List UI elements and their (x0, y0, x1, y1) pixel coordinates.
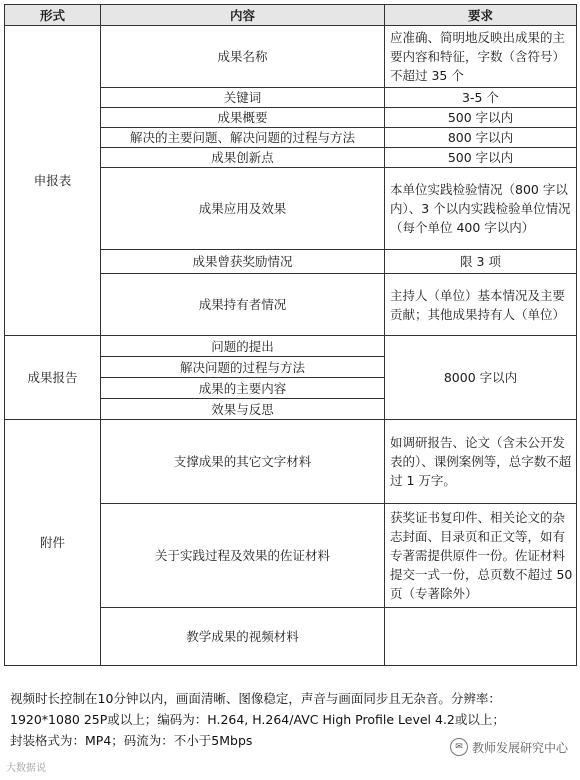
watermark-left: 大数据说 (6, 763, 46, 774)
content-cell: 效果与反思 (101, 399, 385, 420)
requirement-cell: 如调研报告、论文（含未公开发表的）、课例案例等，总字数不超过 1 万字。 (385, 420, 577, 504)
note-line: 封装格式为：MP4；码流为：不小于5Mbps (10, 733, 253, 748)
requirement-cell: 3-5 个 (385, 88, 577, 108)
content-cell: 成果创新点 (101, 148, 385, 168)
requirement-cell: 800 字以内 (385, 128, 577, 148)
content-cell: 教学成果的视频材料 (101, 608, 385, 666)
requirement-cell: 500 字以内 (385, 148, 577, 168)
header-content: 内容 (101, 5, 385, 26)
note-line: 视频时长控制在10分钟以内，画面清晰、图像稳定，声音与画面同步且无杂音。分辨率： (10, 691, 501, 706)
requirement-cell: 获奖证书复印件、相关论文的杂志封面、目录页和正文等，如有专著需提供原件一份。佐证材料提交一式一份，总页数不超过 50 页（专著除外） (385, 504, 577, 608)
content-cell: 支撑成果的其它文字材料 (101, 420, 385, 504)
requirement-cell: 限 3 项 (385, 250, 577, 274)
content-cell: 成果曾获奖励情况 (101, 250, 385, 274)
requirement-cell: 8000 字以内 (385, 336, 577, 420)
wechat-icon: ✉ (450, 738, 468, 756)
content-cell: 成果应用及效果 (101, 168, 385, 250)
table-row (5, 420, 577, 504)
content-cell: 关于实践过程及效果的佐证材料 (101, 504, 385, 608)
requirement-cell: 主持人（单位）基本情况及主要贡献；其他成果持有人（单位） (385, 274, 577, 336)
group-label-attachments: 附件 (5, 420, 101, 666)
content-cell: 问题的提出 (101, 336, 385, 357)
requirement-cell: 应准确、简明地反映出成果的主要内容和特征，字数（含符号）不超过 35 个 (385, 26, 577, 88)
content-cell: 解决问题的过程与方法 (101, 357, 385, 378)
content-cell: 成果名称 (101, 26, 385, 88)
table-row (5, 26, 577, 88)
requirements-table (4, 4, 577, 666)
table-row (5, 336, 577, 357)
content-cell: 成果概要 (101, 108, 385, 128)
group-label-report: 成果报告 (5, 336, 101, 420)
content-cell: 解决的主要问题、解决问题的过程与方法 (101, 128, 385, 148)
header-requirement: 要求 (385, 5, 577, 26)
header-form: 形式 (5, 5, 101, 26)
requirement-cell (385, 608, 577, 666)
group-label-application-form: 申报表 (5, 26, 101, 336)
watermark-right (450, 738, 568, 756)
content-cell: 关键词 (101, 88, 385, 108)
watermark-text: 教师发展研究中心 (471, 740, 568, 755)
content-cell: 成果的主要内容 (101, 378, 385, 399)
header-row (5, 5, 577, 26)
note-line: 1920*1080 25P或以上；编码为：H.264, H.264/AVC High Profile Level 4.2或以上； (10, 712, 505, 727)
requirement-cell: 本单位实践检验情况（800 字以内）、3 个以内实践检验单位情况（每个单位 400 字以内） (385, 168, 577, 250)
requirement-cell: 500 字以内 (385, 108, 577, 128)
content-cell: 成果持有者情况 (101, 274, 385, 336)
